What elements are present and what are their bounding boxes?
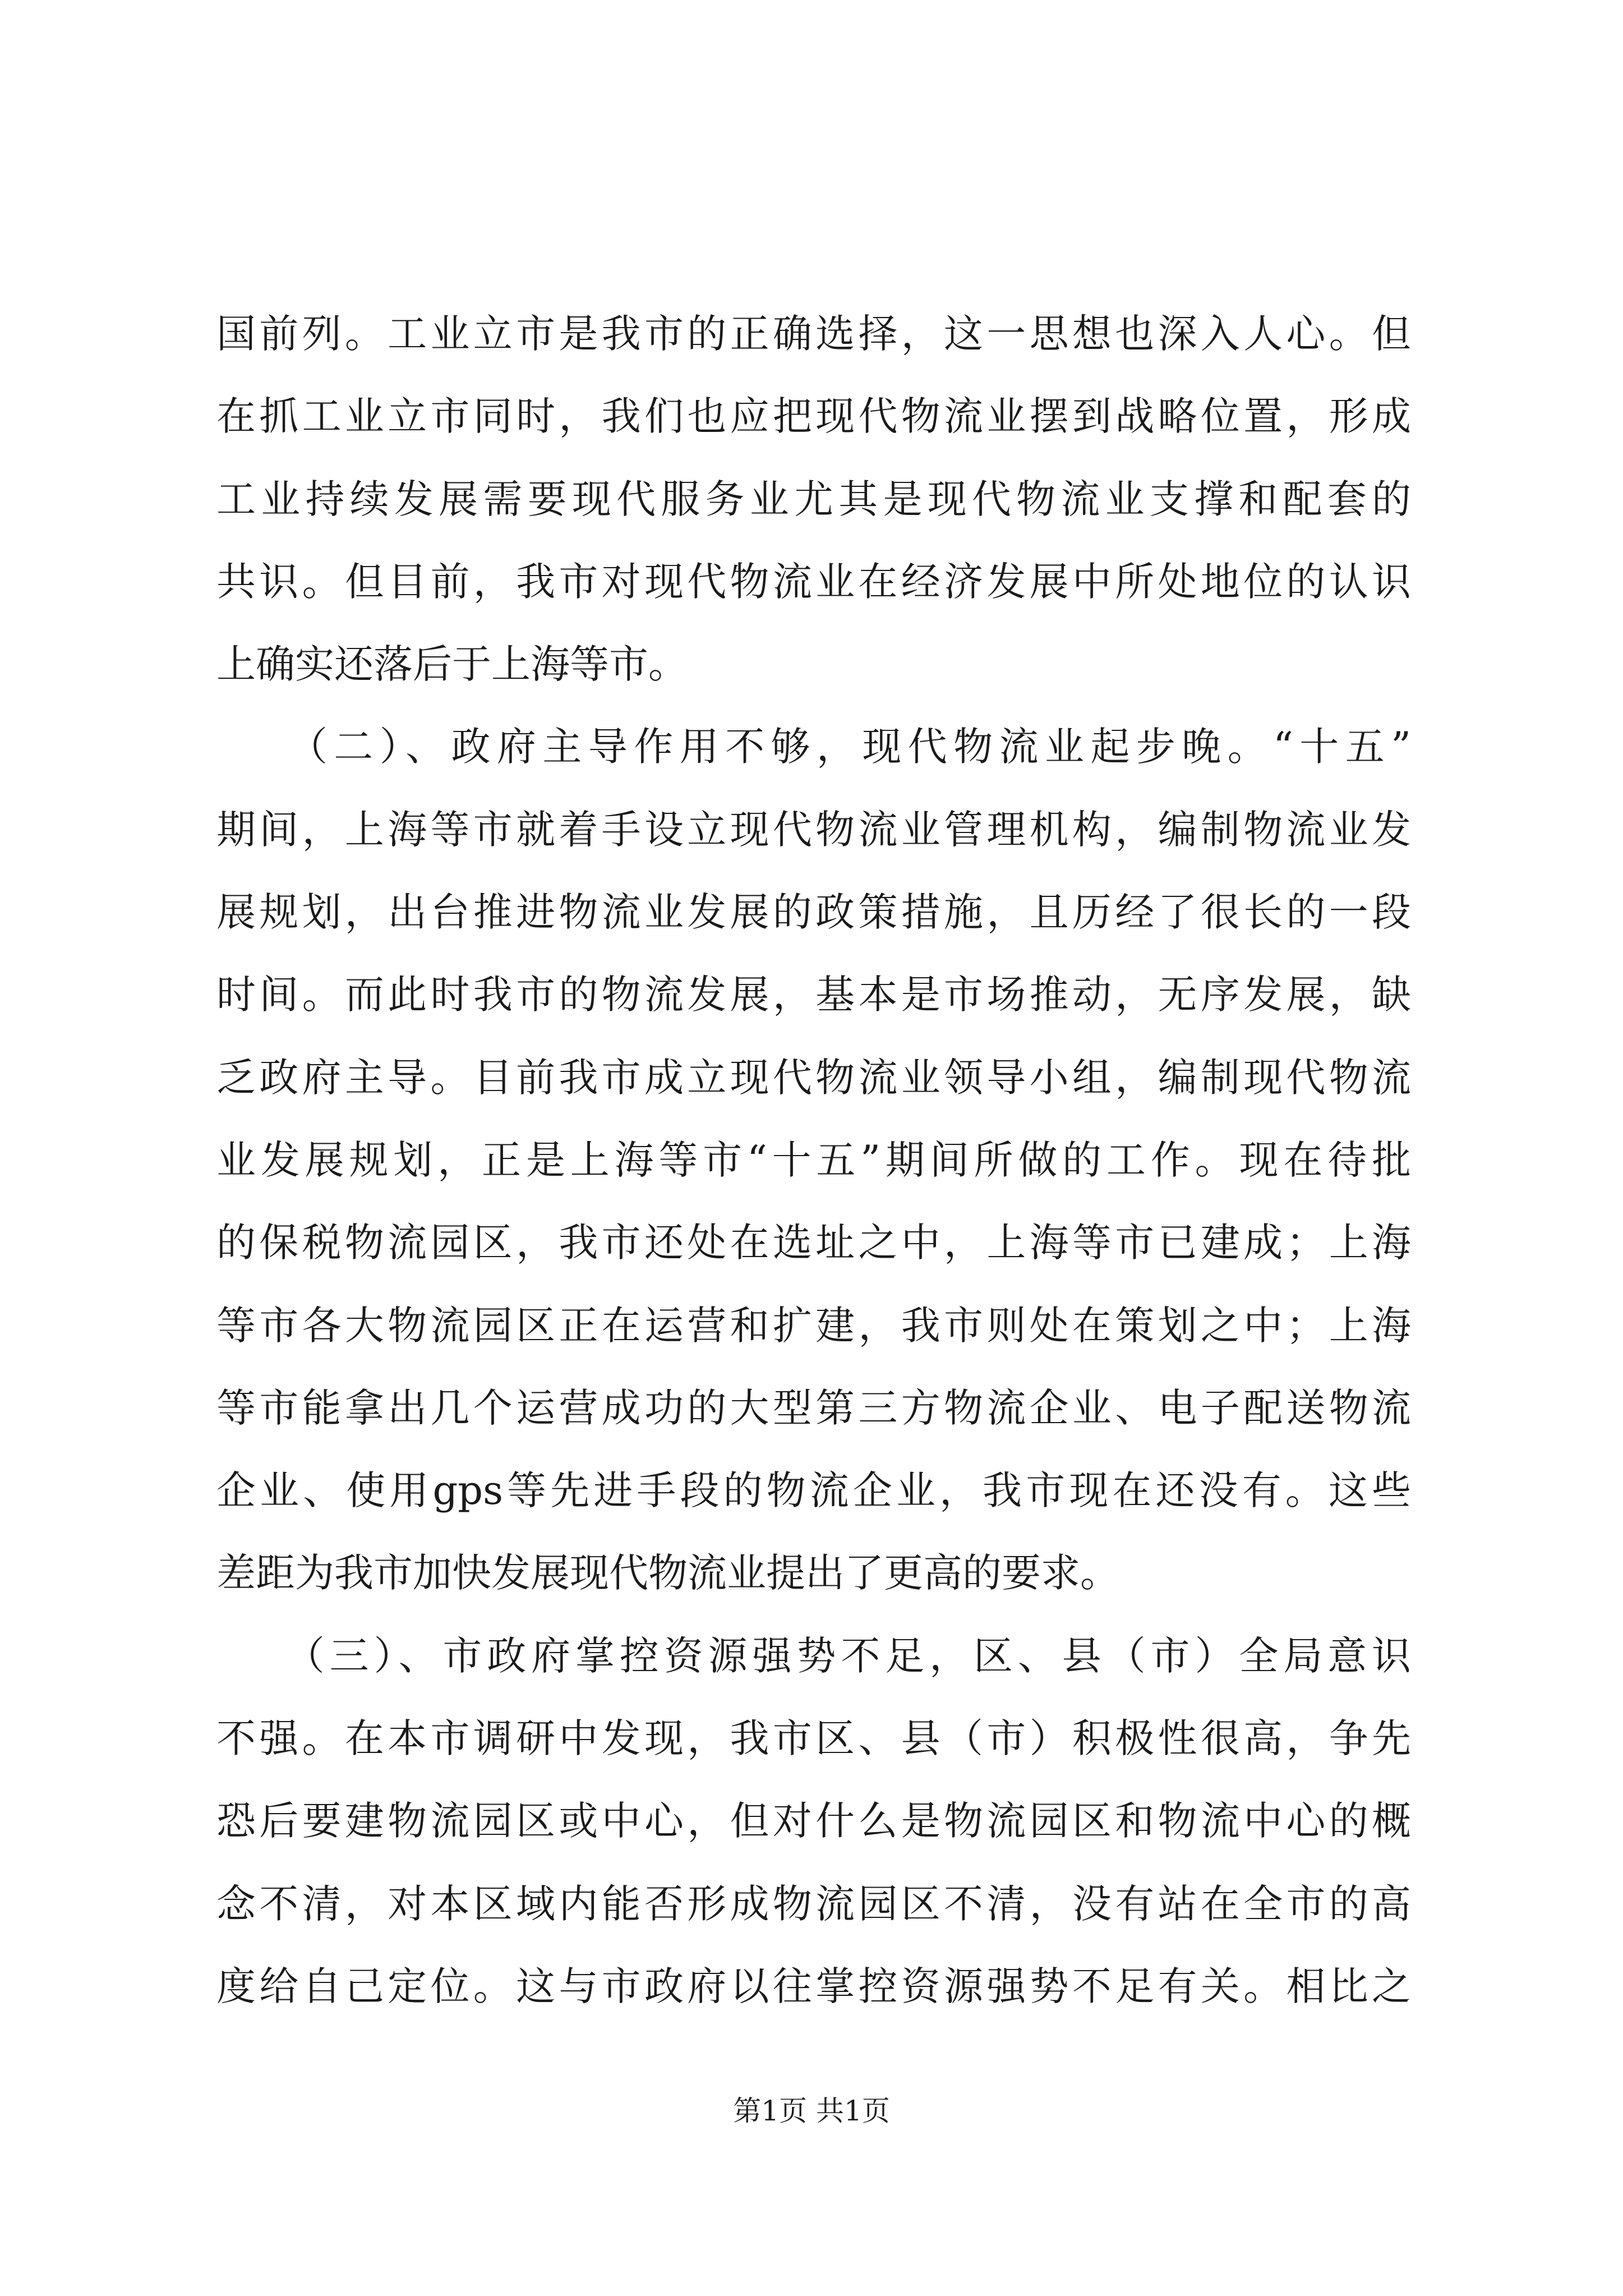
text-line: 恐后要建物流园区或中心，但对什么是物流园区和物流中心的概 (216, 1798, 1411, 1844)
text-line: 展规划，出台推进物流业发展的政策措施，且历经了很长的一段 (216, 889, 1411, 936)
text-line: 等市各大物流园区正在运营和扩建，我市则处在策划之中；上海 (216, 1302, 1411, 1349)
text-line: 乏政府主导。目前我市成立现代物流业领导小组，编制现代物流 (216, 1054, 1411, 1101)
text-line: 度给自己定位。这与市政府以往掌控资源强势不足有关。相比之 (216, 1963, 1411, 2009)
page-footer: 第1页 共1页 (733, 2095, 890, 2127)
text-line: 在抓工业立市同时，我们也应把现代物流业摆到战略位置，形成 (216, 393, 1411, 440)
text-line: 企业、使用gps等先进手段的物流企业，我市现在还没有。这些 (216, 1467, 1411, 1514)
text-line: 念不清，对本区域内能否形成物流园区不清，没有站在全市的高 (216, 1880, 1411, 1927)
text-line: 共识。但目前，我市对现代物流业在经济发展中所处地位的认识 (216, 558, 1411, 605)
text-line: （二）、政府主导作用不够，现代物流业起步晚。“十五” (216, 724, 1411, 770)
body-text (216, 293, 1411, 2028)
text-line: （三）、市政府掌控资源强势不足，区、县（市）全局意识 (216, 1632, 1411, 1679)
text-line: 上确实还落后于上海等市。 (216, 641, 688, 688)
text-line: 业发展规划，正是上海等市“十五”期间所做的工作。现在待批 (216, 1137, 1411, 1183)
text-line: 不强。在本市调研中发现，我市区、县（市）积极性很高，争先 (216, 1715, 1411, 1762)
text-line: 工业持续发展需要现代服务业尤其是现代物流业支撑和配套的 (216, 476, 1411, 522)
text-line: 差距为我市加快发展现代物流业提出了更高的要求。 (216, 1550, 1119, 1596)
text-line: 时间。而此时我市的物流发展，基本是市场推动，无序发展，缺 (216, 972, 1411, 1018)
text-line: 国前列。工业立市是我市的正确选择，这一思想也深入人心。但 (216, 311, 1411, 357)
text-line: 等市能拿出几个运营成功的大型第三方物流企业、电子配送物流 (216, 1384, 1411, 1431)
text-line: 期间，上海等市就着手设立现代物流业管理机构，编制物流业发 (216, 806, 1411, 853)
text-line: 的保税物流园区，我市还处在选址之中，上海等市已建成；上海 (216, 1220, 1411, 1266)
